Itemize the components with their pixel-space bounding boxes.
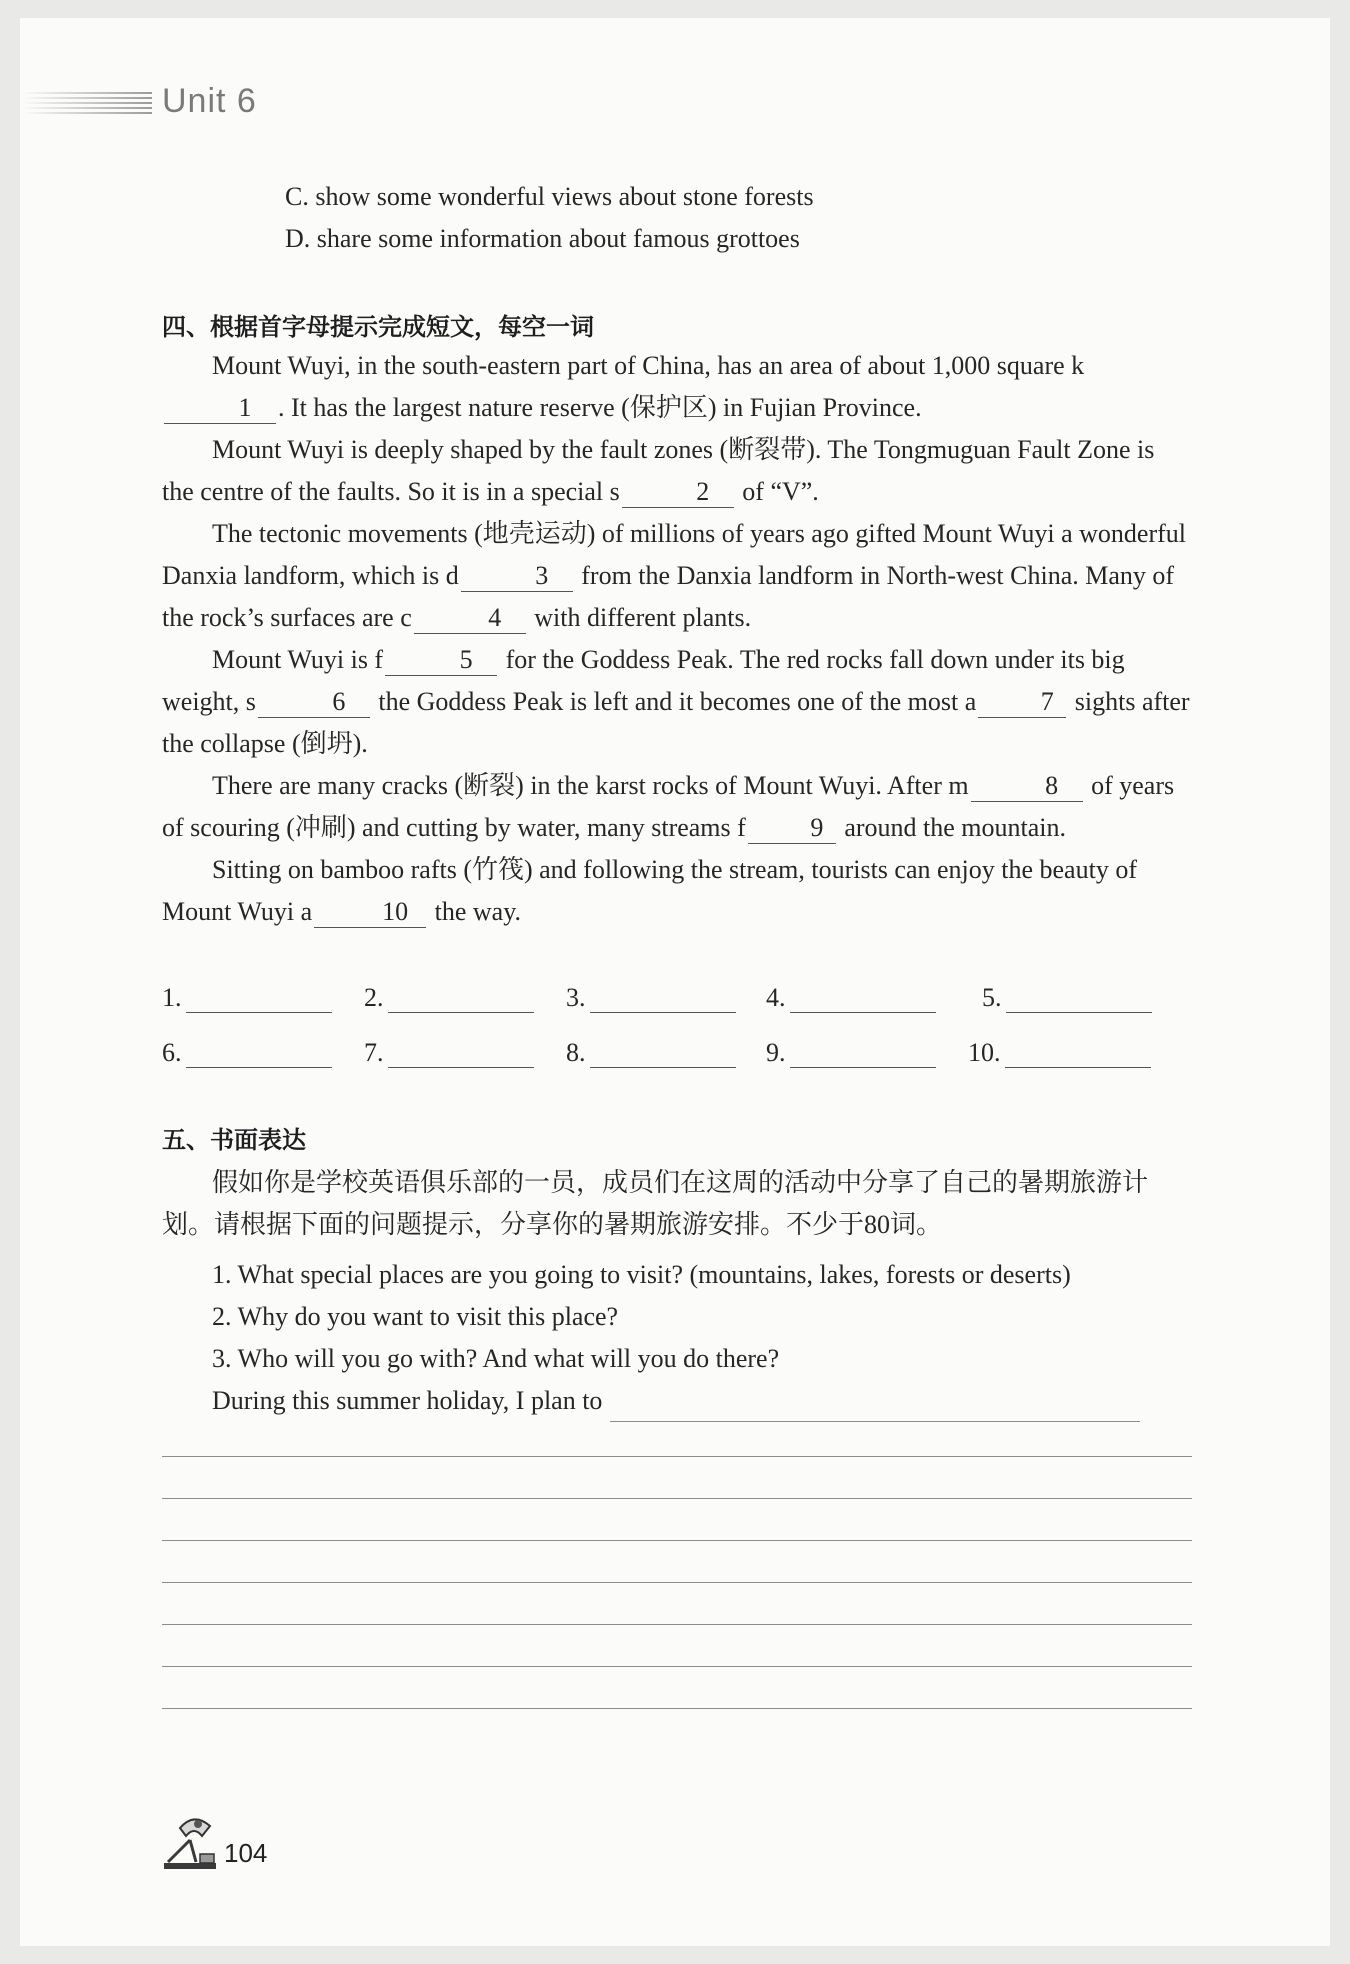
cloze-passage: [162, 345, 1192, 933]
paragraph-6: Sitting on bamboo rafts (竹筏) and following the stream, tourists can enjoy the beauty of Mount Wuyi a 10 the way.: [162, 855, 1137, 926]
answer-slot-2[interactable]: 2.: [364, 980, 534, 1013]
blank-3[interactable]: 3: [461, 561, 573, 592]
hint-questions: [212, 1254, 1140, 1422]
blank-7[interactable]: 7: [978, 687, 1066, 718]
answer-row-1: [162, 980, 1172, 1020]
paragraph-4: Mount Wuyi is f 5 for the Goddess Peak. The red rocks fall down under its big weight, s 6 the Goddess Peak is left and it becomes one of the most a 7 sights after the collapse (倒坍).: [162, 645, 1190, 758]
answer-slot-5[interactable]: 5.: [982, 980, 1152, 1013]
answer-slot-10[interactable]: 10.: [968, 1035, 1151, 1068]
blank-8[interactable]: 8: [971, 771, 1083, 802]
header-decoration: [22, 92, 152, 118]
blank-5[interactable]: 5: [385, 645, 497, 676]
writing-starter: During this summer holiday, I plan to: [212, 1380, 1140, 1422]
writing-line-2[interactable]: [162, 1498, 1192, 1499]
paragraph-3: The tectonic movements (地壳运动) of millions of years ago gifted Mount Wuyi a wonderful Danxia landform, which is d 3 from the Danxia landform in North-west China. Many of the rock’s surfaces are c 4 with different plants.: [162, 519, 1186, 632]
writing-line-1[interactable]: [162, 1456, 1192, 1457]
paragraph-5: There are many cracks (断裂) in the karst rocks of Mount Wuyi. After m 8 of years of scouring (冲刷) and cutting by water, many streams f 9 around the mountain.: [162, 771, 1175, 842]
blank-10[interactable]: 10: [314, 897, 426, 928]
writing-instructions: 假如你是学校英语俱乐部的一员，成员们在这周的活动中分享了自己的暑期旅游计划。请根据下面的问题提示，分享你的暑期旅游安排。不少于80词。: [162, 1168, 1149, 1239]
answer-slot-6[interactable]: 6.: [162, 1035, 332, 1068]
blank-9[interactable]: 9: [748, 813, 836, 844]
writing-line-0[interactable]: [610, 1391, 1140, 1422]
blank-2[interactable]: 2: [622, 477, 734, 508]
answer-slot-7[interactable]: 7.: [364, 1035, 534, 1068]
paragraph-1: Mount Wuyi, in the south-eastern part of China, has an area of about 1,000 square k1 . It has the largest nature reserve (保护区) in Fujian Province.: [162, 345, 1192, 429]
blank-4[interactable]: 4: [414, 603, 526, 634]
answer-slot-1[interactable]: 1.: [162, 980, 332, 1013]
hint-question-2: 2. Why do you want to visit this place?: [212, 1302, 619, 1331]
writing-line-6[interactable]: [162, 1666, 1192, 1667]
writing-line-7[interactable]: [162, 1708, 1192, 1709]
section4-heading: 四、根据首字母提示完成短文，每空一词: [162, 313, 594, 341]
answer-slot-3[interactable]: 3.: [566, 980, 736, 1013]
page-number: 104: [224, 1838, 268, 1868]
option-d: D. share some information about famous grottoes: [285, 224, 800, 253]
lamp-mascot-icon: [160, 1810, 222, 1872]
blank-1[interactable]: 1: [164, 393, 276, 424]
hint-question-1: 1. What special places are you going to visit? (mountains, lakes, forests or deserts): [212, 1260, 1071, 1289]
answer-slot-4[interactable]: 4.: [766, 980, 936, 1013]
answer-slot-8[interactable]: 8.: [566, 1035, 736, 1068]
answer-slot-9[interactable]: 9.: [766, 1035, 936, 1068]
section5-heading: 五、书面表达: [162, 1126, 306, 1154]
answer-row-2: [162, 1035, 1172, 1075]
writing-line-3[interactable]: [162, 1540, 1192, 1541]
unit-title: Unit 6: [162, 82, 257, 120]
writing-line-4[interactable]: [162, 1582, 1192, 1583]
writing-line-5[interactable]: [162, 1624, 1192, 1625]
blank-6[interactable]: 6: [258, 687, 370, 718]
option-c: C. show some wonderful views about stone forests: [285, 182, 814, 211]
hint-question-3: 3. Who will you go with? And what will you do there?: [212, 1344, 780, 1373]
paragraph-2: Mount Wuyi is deeply shaped by the fault zones (断裂带). The Tongmuguan Fault Zone is the centre of the faults. So it is in a special s 2 of “V”.: [162, 435, 1155, 506]
